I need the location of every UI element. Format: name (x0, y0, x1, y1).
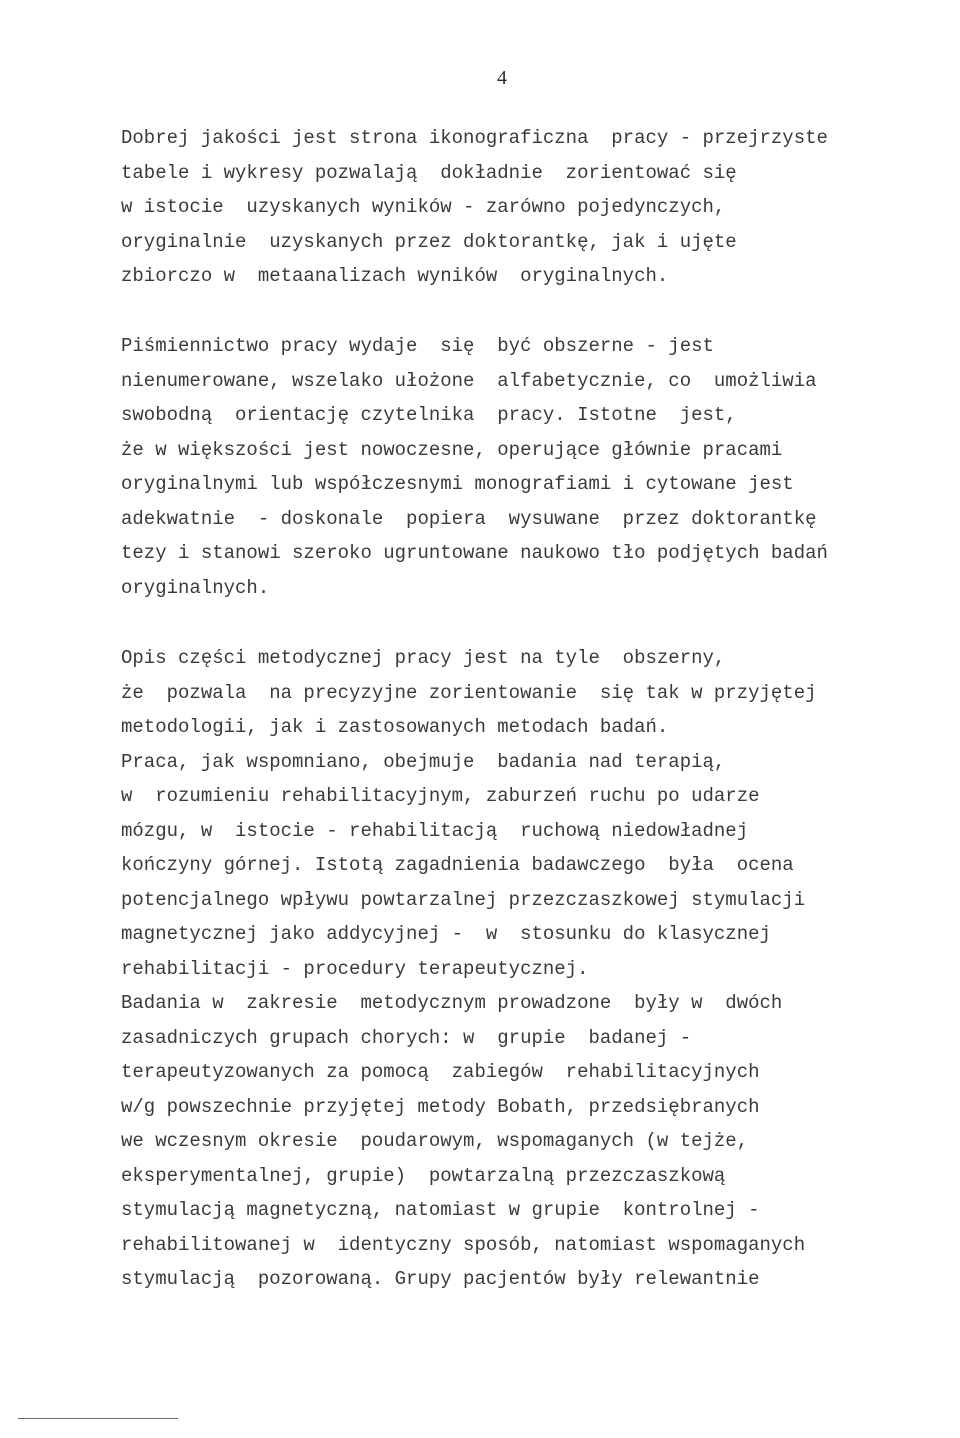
text-line: adekwatnie - doskonale popiera wysuwane przez doktorantkę (121, 507, 817, 530)
text-line: Piśmiennictwo pracy wydaje się być obszerne - jest (121, 335, 714, 357)
text-line: rehabilitowanej w identyczny sposób, natomiast wspomaganych (121, 1233, 806, 1256)
text-line: magnetycznej jako addycyjnej - w stosunku do klasycznej (121, 923, 771, 945)
text-line: zasadniczych grupach chorych: w grupie badanej - (121, 1026, 692, 1049)
text-line: mózgu, w istocie - rehabilitacją ruchową niedowładnej (121, 819, 749, 842)
text-line: eksperymentalnej, grupie) powtarzalną przezczaszkową (121, 1164, 726, 1187)
text-line: metodologii, jak i zastosowanych metodach badań. (121, 716, 669, 738)
text-line: tezy i stanowi szeroko ugruntowane naukowo tło podjętych badań (121, 542, 828, 564)
text-line: oryginalnych. (121, 576, 270, 599)
paragraph-bibliography (121, 329, 901, 605)
page-number: 4 (497, 67, 507, 89)
text-line: Badania w zakresie metodycznym prowadzone były w dwóch (121, 992, 783, 1014)
text-line: rehabilitacji - procedury terapeutycznej. (121, 957, 589, 980)
text-line: Praca, jak wspomniano, obejmuje badania nad terapią, (121, 750, 726, 773)
text-line: Opis części metodycznej pracy jest na tyle obszerny, (121, 647, 726, 669)
text-line: we wczesnym okresie poudarowym, wspomaganych (w tejże, (121, 1130, 749, 1152)
text-line: w istocie uzyskanych wyników - zarówno pojedynczych, (121, 196, 726, 218)
text-line: tabele i wykresy pozwalają dokładnie zorientować się (121, 161, 737, 184)
paragraph-iconography (121, 121, 901, 294)
text-line: oryginalnie uzyskanych przez doktorantkę, jak i ujęte (121, 230, 737, 253)
footer-rule (18, 1418, 178, 1419)
text-line: w/g powszechnie przyjętej metody Bobath, przedsiębranych (121, 1095, 760, 1118)
paragraph-methodology (121, 641, 901, 1297)
text-line: że pozwala na precyzyjne zorientowanie się tak w przyjętej (121, 681, 817, 704)
text-line: Dobrej jakości jest strona ikonograficzna pracy - przejrzyste (121, 127, 828, 149)
text-line: potencjalnego wpływu powtarzalnej przezczaszkowej stymulacji (121, 888, 806, 911)
text-line: oryginalnymi lub współczesnymi monografiami i cytowane jest (121, 473, 794, 495)
text-line: stymulacją magnetyczną, natomiast w grupie kontrolnej - (121, 1199, 760, 1221)
text-line: że w większości jest nowoczesne, operujące głównie pracami (121, 438, 783, 461)
text-line: kończyny górnej. Istotą zagadnienia badawczego była ocena (121, 854, 794, 876)
text-line: w rozumieniu rehabilitacyjnym, zaburzeń ruchu po udarze (121, 785, 760, 807)
text-line: zbiorczo w metaanalizach wyników oryginalnych. (121, 265, 669, 287)
text-line: terapeutyzowanych za pomocą zabiegów rehabilitacyjnych (121, 1061, 760, 1083)
text-line: stymulacją pozorowaną. Grupy pacjentów były relewantnie (121, 1268, 760, 1290)
text-line: nienumerowane, wszelako ułożone alfabetycznie, co umożliwia (121, 369, 817, 392)
text-line: swobodną orientację czytelnika pracy. Istotne jest, (121, 404, 737, 426)
